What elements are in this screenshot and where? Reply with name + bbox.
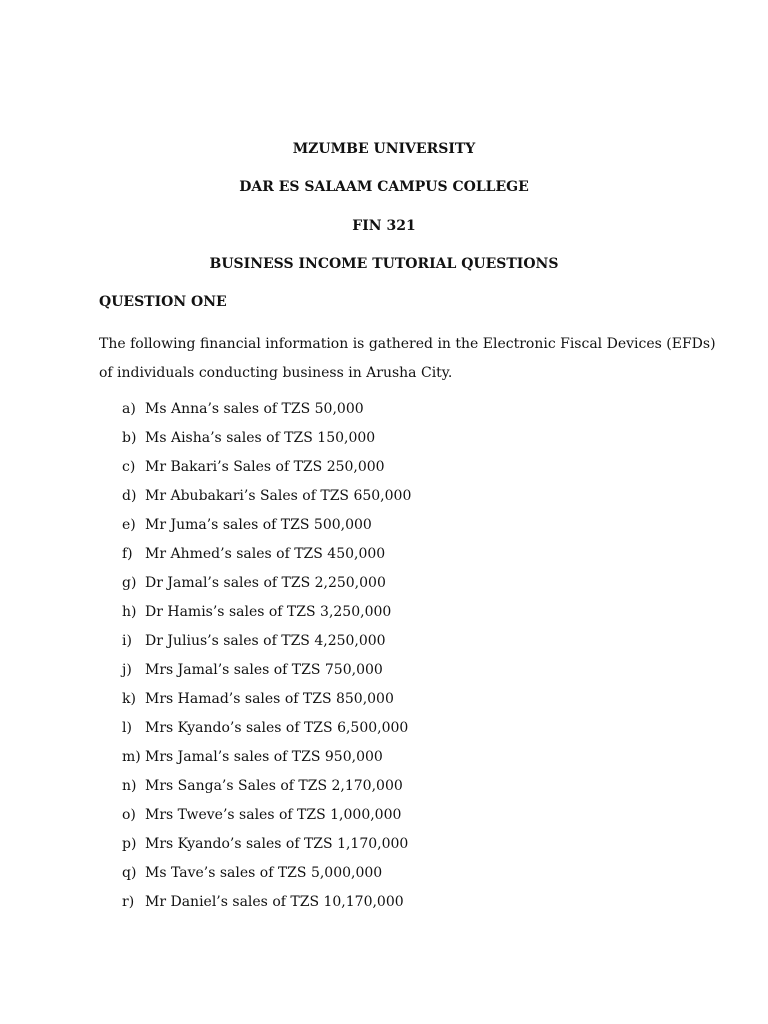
list-item bbox=[0, 892, 768, 921]
list-item bbox=[0, 776, 768, 805]
list-item-marker: d) bbox=[122, 488, 137, 504]
list-item-text: Mr Abubakari’s Sales of TZS 650,000 bbox=[145, 488, 412, 504]
list-item-marker: n) bbox=[122, 778, 137, 794]
list-item-marker: p) bbox=[122, 836, 137, 852]
list-item-text: Dr Jamal’s sales of TZS 2,250,000 bbox=[145, 575, 386, 591]
list-item bbox=[0, 718, 768, 747]
list-item-marker: k) bbox=[122, 691, 136, 707]
list-item-text: Mrs Hamad’s sales of TZS 850,000 bbox=[145, 691, 394, 707]
list-item-text: Mrs Kyando’s sales of TZS 1,170,000 bbox=[145, 836, 409, 852]
list-item bbox=[0, 428, 768, 457]
list-item bbox=[0, 863, 768, 892]
list-item-marker: e) bbox=[122, 517, 136, 533]
list-item bbox=[0, 660, 768, 689]
list-item-text: Dr Hamis’s sales of TZS 3,250,000 bbox=[145, 604, 392, 620]
question-intro bbox=[99, 330, 716, 388]
list-item-marker: l) bbox=[122, 720, 132, 736]
list-item-text: Dr Julius’s sales of TZS 4,250,000 bbox=[145, 633, 386, 649]
sales-list bbox=[0, 399, 768, 921]
list-item-text: Ms Tave’s sales of TZS 5,000,000 bbox=[145, 865, 383, 881]
list-item bbox=[0, 631, 768, 660]
list-item-marker: g) bbox=[122, 575, 137, 591]
list-item-marker: h) bbox=[122, 604, 137, 620]
list-item-text: Ms Anna’s sales of TZS 50,000 bbox=[145, 401, 364, 417]
list-item bbox=[0, 602, 768, 631]
list-item-marker: a) bbox=[122, 401, 136, 417]
list-item-text: Mr Ahmed’s sales of TZS 450,000 bbox=[145, 546, 386, 562]
list-item-marker: c) bbox=[122, 459, 136, 475]
list-item bbox=[0, 544, 768, 573]
list-item bbox=[0, 457, 768, 486]
list-item-text: Mrs Sanga’s Sales of TZS 2,170,000 bbox=[145, 778, 403, 794]
list-item-marker: r) bbox=[122, 894, 135, 910]
list-item bbox=[0, 486, 768, 515]
list-item bbox=[0, 573, 768, 602]
list-item-marker: q) bbox=[122, 865, 137, 881]
list-item bbox=[0, 747, 768, 776]
list-item bbox=[0, 834, 768, 863]
course-code: FIN 321 bbox=[352, 218, 416, 234]
list-item-marker: b) bbox=[122, 430, 137, 446]
list-item-text: Ms Aisha’s sales of TZS 150,000 bbox=[145, 430, 376, 446]
intro-line-1: The following financial information is gathered in the Electronic Fiscal Devices (EFDs) bbox=[99, 336, 716, 352]
list-item-marker: i) bbox=[122, 633, 132, 649]
list-item-marker: f) bbox=[122, 546, 133, 562]
list-item-marker: j) bbox=[122, 662, 132, 678]
list-item bbox=[0, 515, 768, 544]
list-item-text: Mrs Jamal’s sales of TZS 950,000 bbox=[145, 749, 383, 765]
document-title: BUSINESS INCOME TUTORIAL QUESTIONS bbox=[209, 256, 559, 272]
list-item-text: Mrs Kyando’s sales of TZS 6,500,000 bbox=[145, 720, 409, 736]
list-item-text: Mr Daniel’s sales of TZS 10,170,000 bbox=[145, 894, 404, 910]
list-item-text: Mrs Jamal’s sales of TZS 750,000 bbox=[145, 662, 383, 678]
question-heading: QUESTION ONE bbox=[99, 294, 227, 310]
list-item-text: Mr Bakari’s Sales of TZS 250,000 bbox=[145, 459, 385, 475]
campus-name: DAR ES SALAAM CAMPUS COLLEGE bbox=[239, 179, 529, 195]
list-item bbox=[0, 399, 768, 428]
intro-line-2: of individuals conducting business in Arusha City. bbox=[99, 365, 453, 381]
list-item bbox=[0, 805, 768, 834]
list-item-marker: o) bbox=[122, 807, 136, 823]
university-name: MZUMBE UNIVERSITY bbox=[292, 141, 476, 157]
list-item-marker: m) bbox=[122, 749, 141, 765]
list-item-text: Mrs Tweve’s sales of TZS 1,000,000 bbox=[145, 807, 402, 823]
list-item-text: Mr Juma’s sales of TZS 500,000 bbox=[145, 517, 372, 533]
list-item bbox=[0, 689, 768, 718]
